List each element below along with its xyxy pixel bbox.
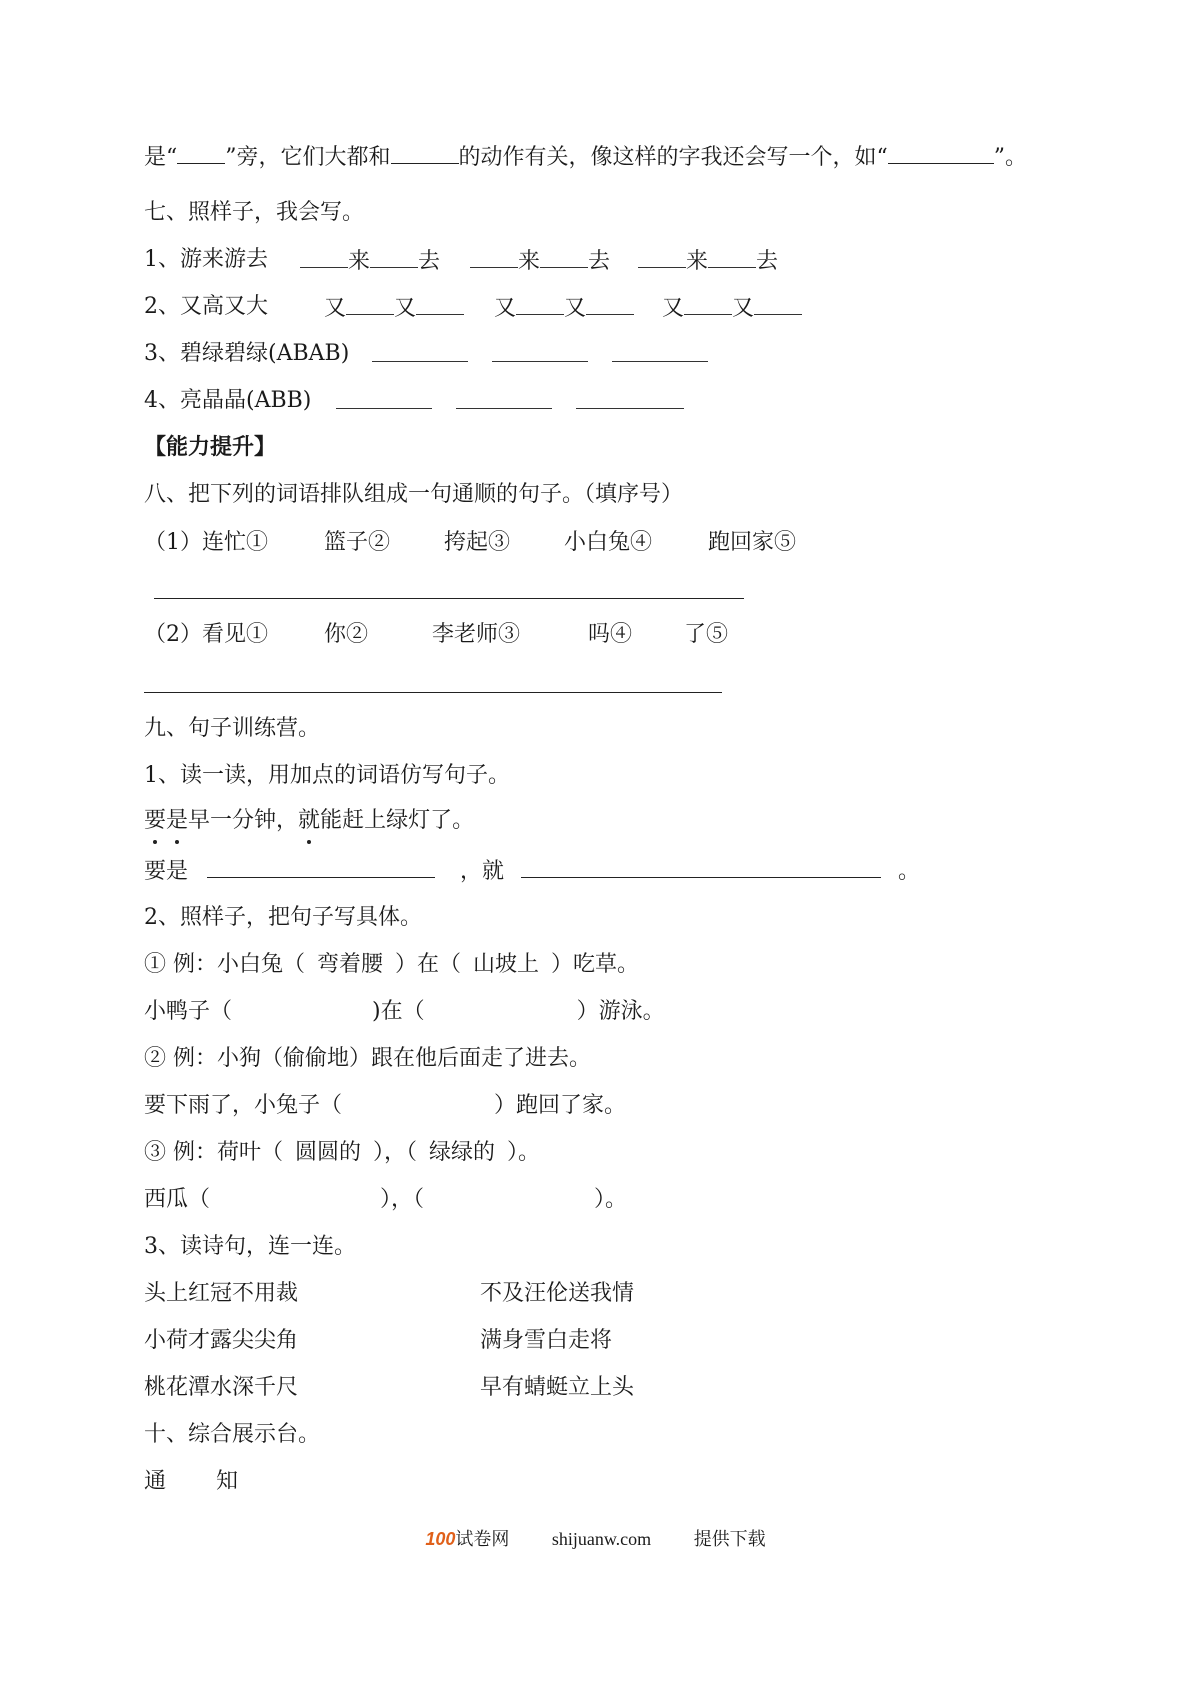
fill-2: 要下雨了，小兔子（ ）跑回了家。	[144, 1093, 627, 1118]
q9-p2: 2、照样子，把句子写具体。	[144, 905, 422, 930]
q7-line2: 2、又高又大 又 又 又 又 又 又	[144, 292, 268, 322]
blank[interactable]	[684, 292, 732, 315]
blank[interactable]	[456, 386, 552, 409]
blank[interactable]	[576, 386, 684, 409]
answer-line-2[interactable]	[144, 692, 722, 693]
blank[interactable]	[346, 292, 394, 315]
example-2: ② 例：小狗（偷偷地）跟在他后面走了进去。	[144, 1046, 591, 1071]
blank[interactable]	[372, 339, 468, 362]
poem-row-1	[144, 1279, 635, 1309]
q7-line3: 3、碧绿碧绿(ABAB)	[144, 339, 349, 369]
q7-line1: 1、游来游去 来 去 来 去 来 去	[144, 247, 779, 274]
site-domain[interactable]: shijuanw.com	[551, 1529, 652, 1549]
poem-right[interactable]: 早有蜻蜓立上头	[480, 1375, 635, 1400]
q9-title: 九、句子训练营。	[144, 716, 321, 741]
q9-fill: 要是 ，就 。	[144, 855, 920, 887]
poem-right[interactable]: 不及汪伦送我情	[480, 1281, 635, 1306]
q9-example: 要是早一分钟，就能赶上绿灯了。	[144, 806, 474, 836]
poem-row-2	[144, 1326, 613, 1356]
poem-row-3	[144, 1373, 635, 1403]
logo: 100	[425, 1529, 456, 1549]
notice-heading: 通 知	[144, 1469, 239, 1494]
q9-p3: 3、读诗句，连一连。	[144, 1234, 356, 1259]
poem-left[interactable]: 桃花潭水深千尺	[144, 1375, 299, 1400]
blank[interactable]	[754, 292, 802, 315]
blank[interactable]	[470, 245, 518, 268]
example-3: ③ 例：荷叶（ 圆圆的 ），（ 绿绿的 ）。	[144, 1140, 541, 1165]
q7-title: 七、照样子，我会写。	[144, 200, 365, 225]
blank[interactable]	[612, 339, 708, 362]
fill-1: 小鸭子（ )在（ ）游泳。	[144, 999, 665, 1024]
blank[interactable]	[521, 855, 881, 878]
poem-left[interactable]: 头上红冠不用裁	[144, 1281, 299, 1306]
section-heading: 【能力提升】	[144, 435, 277, 460]
blank[interactable]	[638, 245, 686, 268]
q8-title: 八、把下列的词语排队组成一句通顺的句子。（填序号）	[144, 482, 684, 507]
q9-p1: 1、读一读，用加点的词语仿写句子。	[144, 763, 510, 788]
blank[interactable]	[540, 245, 588, 268]
footer-tail: 提供下载	[693, 1529, 766, 1549]
blank[interactable]	[708, 245, 756, 268]
blank[interactable]	[492, 339, 588, 362]
blank[interactable]	[888, 141, 994, 164]
blank[interactable]	[416, 292, 464, 315]
answer-line-1[interactable]	[154, 598, 744, 599]
blank[interactable]	[207, 855, 435, 878]
poem-right[interactable]: 满身雪白走将	[480, 1328, 613, 1353]
q7-line4: 4、亮晶晶(ABB)	[144, 386, 311, 416]
blank[interactable]	[586, 292, 634, 315]
blank[interactable]	[370, 245, 418, 268]
fill-3: 西瓜（ ），（ ）。	[144, 1187, 628, 1212]
blank[interactable]	[391, 141, 459, 164]
blank[interactable]	[516, 292, 564, 315]
top-line: 是“ ”旁，它们大都和 的动作有关，像这样的字我还会写一个，如“ ”。	[144, 141, 1027, 173]
blank[interactable]	[336, 386, 432, 409]
blank[interactable]	[300, 245, 348, 268]
q10-title: 十、综合展示台。	[144, 1422, 321, 1447]
site-name: 试卷网	[455, 1529, 510, 1549]
blank[interactable]	[177, 141, 225, 164]
example-1: ① 例：小白兔（ 弯着腰 ）在（ 山坡上 ）吃草。	[144, 952, 640, 977]
poem-left[interactable]: 小荷才露尖尖角	[144, 1328, 299, 1353]
footer	[0, 1525, 1191, 1551]
